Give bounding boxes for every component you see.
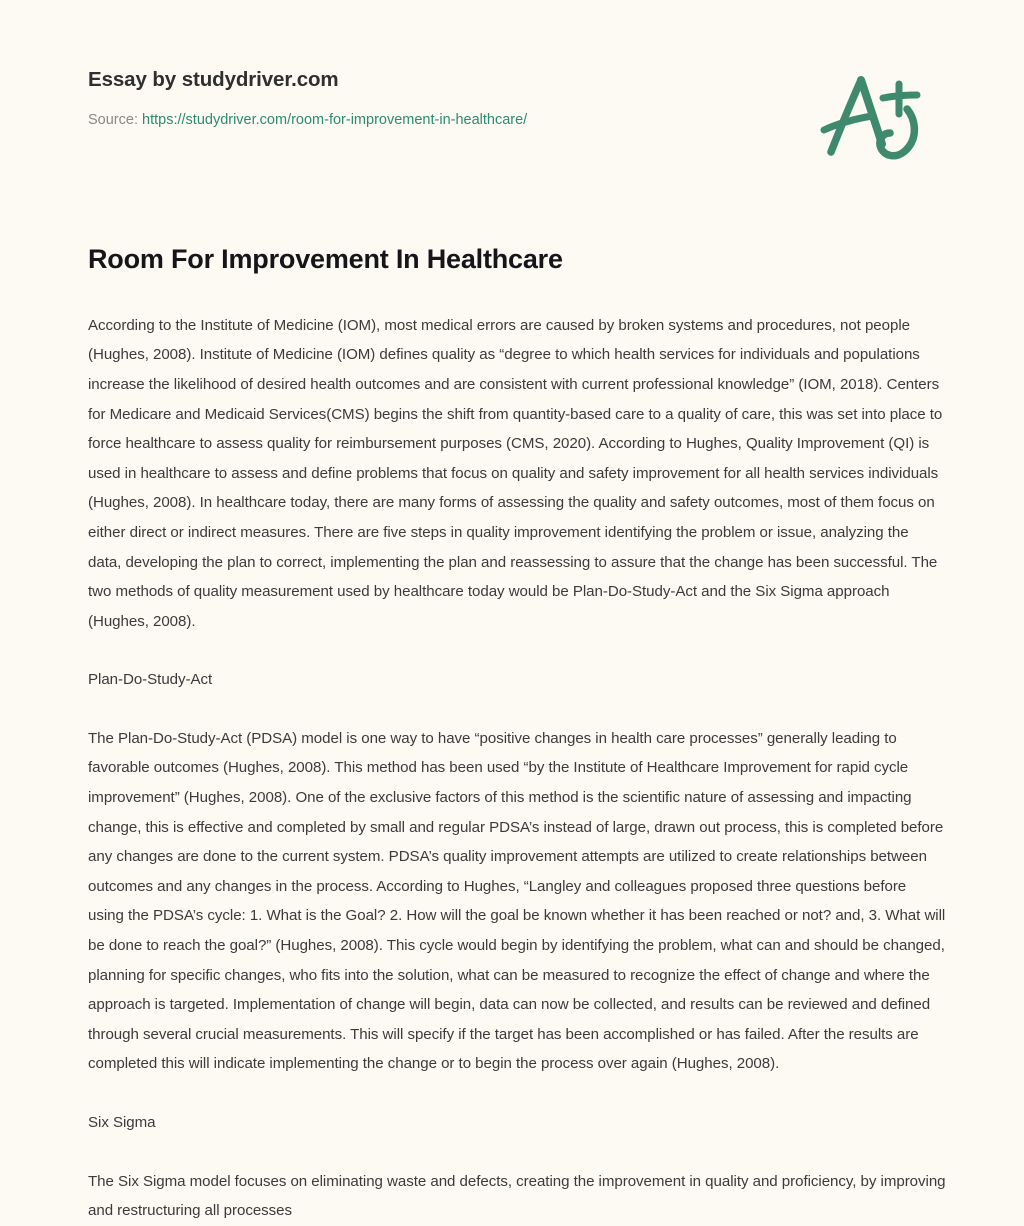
source-line <box>88 111 788 130</box>
article-paragraph: According to the Institute of Medicine (IOM), most medical errors are caused by broken systems and procedures, not people (Hughes, 2008). Institute of Medicine (IOM) defines quality as “degree to which health services for individuals and populations increase the likelihood of desired health outcomes and are consistent with current professional knowledge” (IOM, 2018). Centers for Medicare and Medicaid Services(CMS) begins the shift from quantity-based care to a quality of care, this was set into place to force healthcare to assess quality for reimbursement purposes (CMS, 2020). According to Hughes, Quality Improvement (QI) is used in healthcare to assess and define problems that focus on quality and safety improvement for all health services individuals (Hughes, 2008). In healthcare today, there are many forms of assessing the quality and safety outcomes, most of them focus on either direct or indirect measures. There are five steps in quality improvement identifying the problem or issue, analyzing the data, developing the plan to correct, implementing the plan and reassessing to assure that the change has been successful. The two methods of quality measurement used by healthcare today would be Plan-Do-Study-Act and the Six Sigma approach (Hughes, 2008). <box>88 316 943 630</box>
article-paragraph: The Six Sigma model focuses on eliminating waste and defects, creating the improvement in quality and proficiency, by improving and restructuring all processes <box>88 1172 946 1220</box>
source-url-link[interactable]: https://studydriver.com/room-for-improvement-in-healthcare/ <box>142 111 528 128</box>
page-header <box>0 0 1024 185</box>
section-heading-six-sigma: Six Sigma <box>88 1114 156 1131</box>
studydriver-aplus-logo <box>806 62 946 172</box>
aplus-logo-icon <box>806 62 946 172</box>
essay-byline: Essay by studydriver.com <box>88 68 339 91</box>
source-label: Source: <box>88 111 138 128</box>
article-body <box>88 243 946 1226</box>
section-heading-plan-do-study-act: Plan-Do-Study-Act <box>88 671 213 689</box>
header-text-block <box>88 68 788 129</box>
page-title: Room For Improvement In Healthcare <box>88 244 563 274</box>
article-paragraph: The Plan-Do-Study-Act (PDSA) model is one way to have “positive changes in health care processes” generally leading to favorable outcomes (Hughes, 2008). This method has been used “by the Institute of Healthcare Improvement for rapid cycle improvement” (Hughes, 2008). One of the exclusive factors of this method is the scientific nature of assessing and impacting change, this is effective and completed by small and regular PDSA’s instead of large, drawn out process, this is completed before any changes are done to the current system. PDSA’s quality improvement attempts are utilized to create relationships between outcomes and any changes in the process. According to Hughes, “Langley and colleagues proposed three questions before using the PDSA’s cycle: 1. What is the Goal? 2. How will the goal be known whether it has been reached or not? and, 3. What will be done to reach the goal?” (Hughes, 2008). This cycle would begin by identifying the problem, what can and should be changed, planning for specific changes, who fits into the solution, what can be measured to recognize the effect of change and where the approach is targeted. Implementation of change will begin, data can now be collected, and results can be reviewed and defined through several crucial measurements. This will specify if the target has been accomplished or has failed. After the results are completed this will indicate implementing the change or to begin the process over again (Hughes, 2008). <box>88 729 946 1073</box>
